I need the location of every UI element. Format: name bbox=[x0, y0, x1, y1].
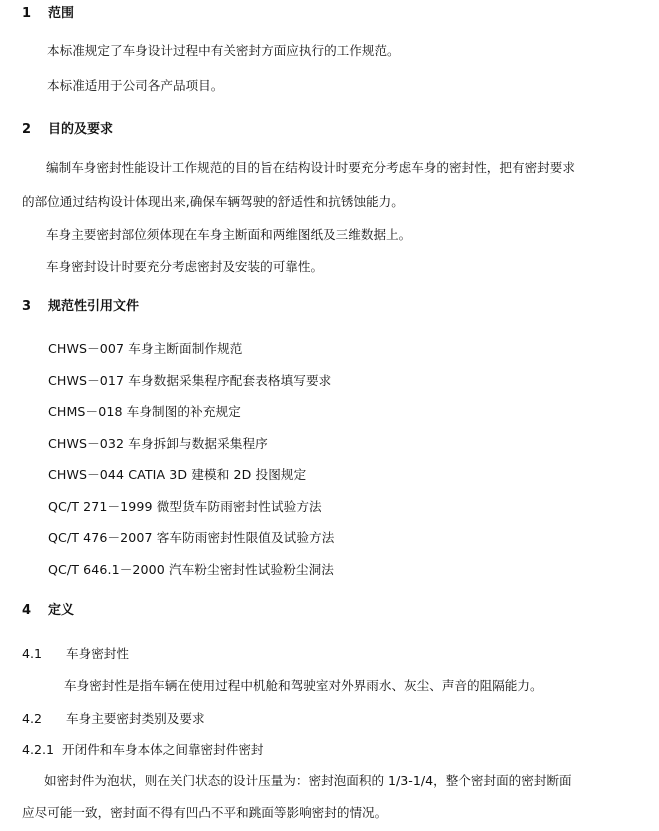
section-number: 4 bbox=[22, 603, 32, 618]
paragraph-line: 如密封件为泡状，则在关门状态的设计压量为：密封泡面积的 1/3-1/4，整个密封面的密封断面 bbox=[44, 773, 572, 788]
section-2-heading bbox=[22, 121, 113, 139]
reference-item: QC/T 476－2007 客车防雨密封性限值及试验方法 bbox=[48, 530, 335, 545]
subsection-title: 车身主要密封类别及要求 bbox=[66, 711, 205, 726]
reference-item: CHMS－018 车身制图的补充规定 bbox=[48, 404, 241, 419]
paragraph-line: 编制车身密封性能设计工作规范的目的旨在结构设计时要充分考虑车身的密封性，把有密封要求 bbox=[46, 160, 575, 175]
subsection-number: 4.1 bbox=[22, 646, 43, 661]
section-number: 2 bbox=[22, 122, 32, 137]
paragraph: 车身主要密封部位须体现在车身主断面和两维图纸及三维数据上。 bbox=[46, 227, 412, 242]
paragraph: 本标准规定了车身设计过程中有关密封方面应执行的工作规范。 bbox=[47, 43, 400, 58]
section-title: 范围 bbox=[48, 6, 75, 21]
reference-item: CHWS－007 车身主断面制作规范 bbox=[48, 341, 243, 356]
subsection-title: 车身密封性 bbox=[66, 646, 129, 661]
section-4-heading bbox=[22, 602, 74, 620]
reference-item: CHWS－017 车身数据采集程序配套表格填写要求 bbox=[48, 373, 332, 388]
subsection-4-2-1-heading bbox=[22, 741, 264, 759]
paragraph-line: 的部位通过结构设计体现出来,确保车辆驾驶的舒适性和抗锈蚀能力。 bbox=[22, 194, 404, 209]
reference-item: QC/T 271－1999 微型货车防雨密封性试验方法 bbox=[48, 499, 322, 514]
paragraph: 车身密封设计时要充分考虑密封及安装的可靠性。 bbox=[46, 259, 324, 274]
section-1-heading bbox=[22, 5, 74, 23]
subsection-number: 4.2 bbox=[22, 711, 43, 726]
reference-item: QC/T 646.1－2000 汽车粉尘密封性试验粉尘洞法 bbox=[48, 562, 334, 577]
section-number: 1 bbox=[22, 6, 32, 21]
subsection-4-1-heading bbox=[22, 645, 129, 663]
subsection-title: 开闭件和车身本体之间靠密封件密封 bbox=[62, 742, 264, 757]
paragraph-line: 应尽可能一致，密封面不得有凹凸不平和跳面等影响密封的情况。 bbox=[22, 805, 388, 820]
reference-item: CHWS－032 车身拆卸与数据采集程序 bbox=[48, 436, 268, 451]
reference-item: CHWS－044 CATIA 3D 建模和 2D 投图规定 bbox=[48, 467, 307, 482]
section-title: 规范性引用文件 bbox=[48, 299, 140, 314]
subsection-number: 4.2.1 bbox=[22, 742, 55, 757]
section-title: 目的及要求 bbox=[48, 122, 114, 137]
section-number: 3 bbox=[22, 299, 32, 314]
paragraph: 车身密封性是指车辆在使用过程中机舱和驾驶室对外界雨水、灰尘、声音的阻隔能力。 bbox=[64, 678, 543, 693]
paragraph: 本标准适用于公司各产品项目。 bbox=[47, 78, 224, 93]
section-3-heading bbox=[22, 298, 139, 316]
subsection-4-2-heading bbox=[22, 710, 205, 728]
section-title: 定义 bbox=[48, 603, 75, 618]
